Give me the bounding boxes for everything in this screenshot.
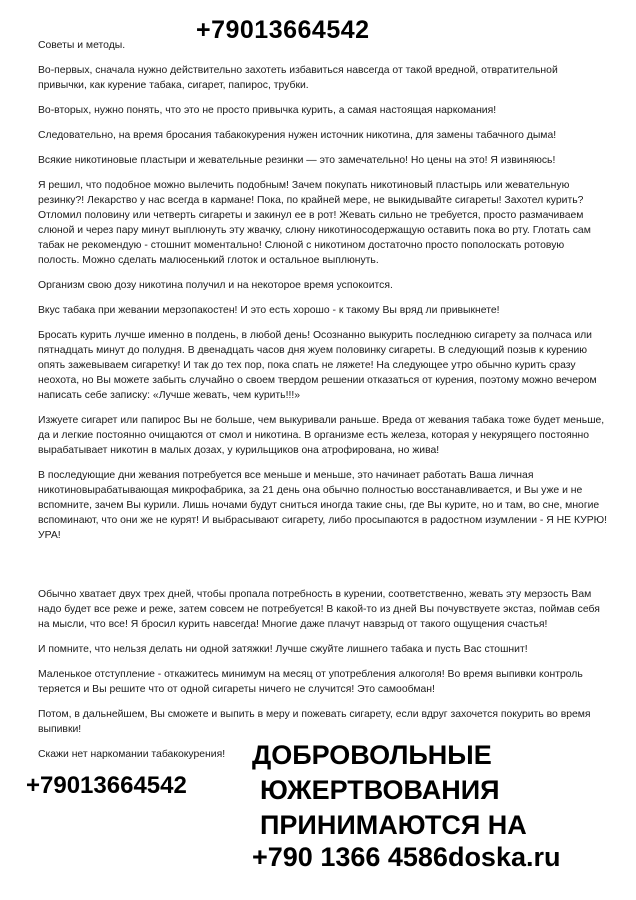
paragraph: Потом, в дальнейшем, Вы сможете и выпить в меру и пожевать сигарету, если вдруг захочется покурить во время выпивки! (38, 709, 591, 735)
paragraph-heading: Советы и методы. (38, 40, 126, 51)
paragraph: Во-первых, сначала нужно действительно захотеть избавиться навсегда от такой вредной, отвратительной привычки, как курение табака, сигарет, папирос, трубки. (38, 65, 558, 91)
donation-line-1: ДОБРОВОЛЬНЫЕ (252, 740, 492, 770)
phone-number-watermark-bottom: +79013664542 (26, 772, 187, 799)
paragraph: Обычно хватает двух трех дней, чтобы пропала потребность в курении, соответственно, жевать эту мерзость Вам надо будет все реже и реже, затем совсем не потребуется! В какой-то из дней Вы почувствуете экстаз, поймав себя на мысли, что все! Я бросил курить навсегда! Многие даже плачут навзрыд от такого ощущения счастья! (38, 589, 600, 630)
paragraph: Следовательно, на время бросания табакокурения нужен источник никотина, для замены табачного дыма! (38, 130, 557, 141)
donation-watermark (252, 738, 636, 843)
site-watermark: +790 1366 4586doska.ru (252, 842, 561, 872)
paragraph: Организм свою дозу никотина получил и на некоторое время успокоится. (38, 280, 393, 291)
donation-line-2: ЮЖЕРТВОВАНИЯ (260, 775, 500, 805)
paragraph: Во-вторых, нужно понять, что это не просто привычка курить, а самая настоящая наркомания! (38, 105, 497, 116)
paragraph: В последующие дни жевания потребуется все меньше и меньше, это начинает работать Ваша личная никотиновырабатывающая микрофабрика, за 21 день она обычно полностью восстанавливается, и Вы уже и не вспомните, зачем Вы курили. Лишь ночами будут сниться иногда такие сны, где Вы курите, но и там, во сне, многие вспоминают, что они же не курят! И выбрасывают сигарету, либо просыпаются в радостном изумлении - Я НЕ КУРЮ! УРА! (38, 470, 608, 541)
paragraph: Я решил, что подобное можно вылечить подобным! Зачем покупать никотиновый пластырь или жевательную резинку?! Лекарство у нас всегда в кармане! Пока, по крайней мере, не выкидывайте сигареты! Захотел курить? Отломил половину или четверть сигареты и закинул ее в рот! Жевать сильно не требуется, просто размачиваем слюной и через пару минут выплюнуть эту жвачку, слюну никотиносодержащую оставить пока во рту. Глотать сам табак не рекомендую - стошнит моментально! Слюной с никотином достаточно просто пополоскать ротовую полость. Можно сделать малюсенький глоток и остальное выплюнуть. (38, 180, 591, 266)
paragraph: Бросать курить лучше именно в полдень, в любой день! Осознанно выкурить последнюю сигарету за полчаса или пятнадцать минут до полудня. В двенадцать часов дня жуем половинку сигареты. В следующий позыв к курению опять зажевываем сигаретку! И так до тех пор, пока спать не ляжете! На следующее утро обычно курить сразу неохота, но Вы можете забыть случайно о своем твердом решении отказаться от курения, поэтому можно вечером написать себе записку: «Лучше жевать, чем курить!!!» (38, 330, 597, 401)
paragraph: И помните, что нельзя делать ни одной затяжки! Лучше сжуйте лишнего табака и пусть Вас стошнит! (38, 644, 528, 655)
paragraph: Маленькое отступление - откажитесь минимум на месяц от употребления алкоголя! Во время выпивки контроль теряется и Вы решите что от одной сигареты ничего не случится! Это самообман! (38, 669, 583, 695)
phone-number-watermark-top: +79013664542 (196, 16, 370, 44)
document-body (38, 38, 608, 772)
paragraph: Изжуете сигарет или папирос Вы не больше, чем выкуривали раньше. Вреда от жевания табака тоже будет меньше, да и легкие постоянно очищаются от смол и никотина. В организме есть железа, которая у некурящего постоянно вырабатывает никотин в малых дозах, у курильщиков она атрофирована, но жива! (38, 415, 605, 456)
donation-line-3: ПРИНИМАЮТСЯ НА (260, 810, 527, 840)
paragraph: Вкус табака при жевании мерзопакостен! И это есть хорошо - к такому Вы вряд ли привыкнете! (38, 305, 500, 316)
paragraph: Всякие никотиновые пластыри и жевательные резинки — это замечательно! Но цены на это! Я извиняюсь! (38, 155, 556, 166)
paragraph-closing: Скажи нет наркомании табакокурения! (38, 749, 226, 760)
